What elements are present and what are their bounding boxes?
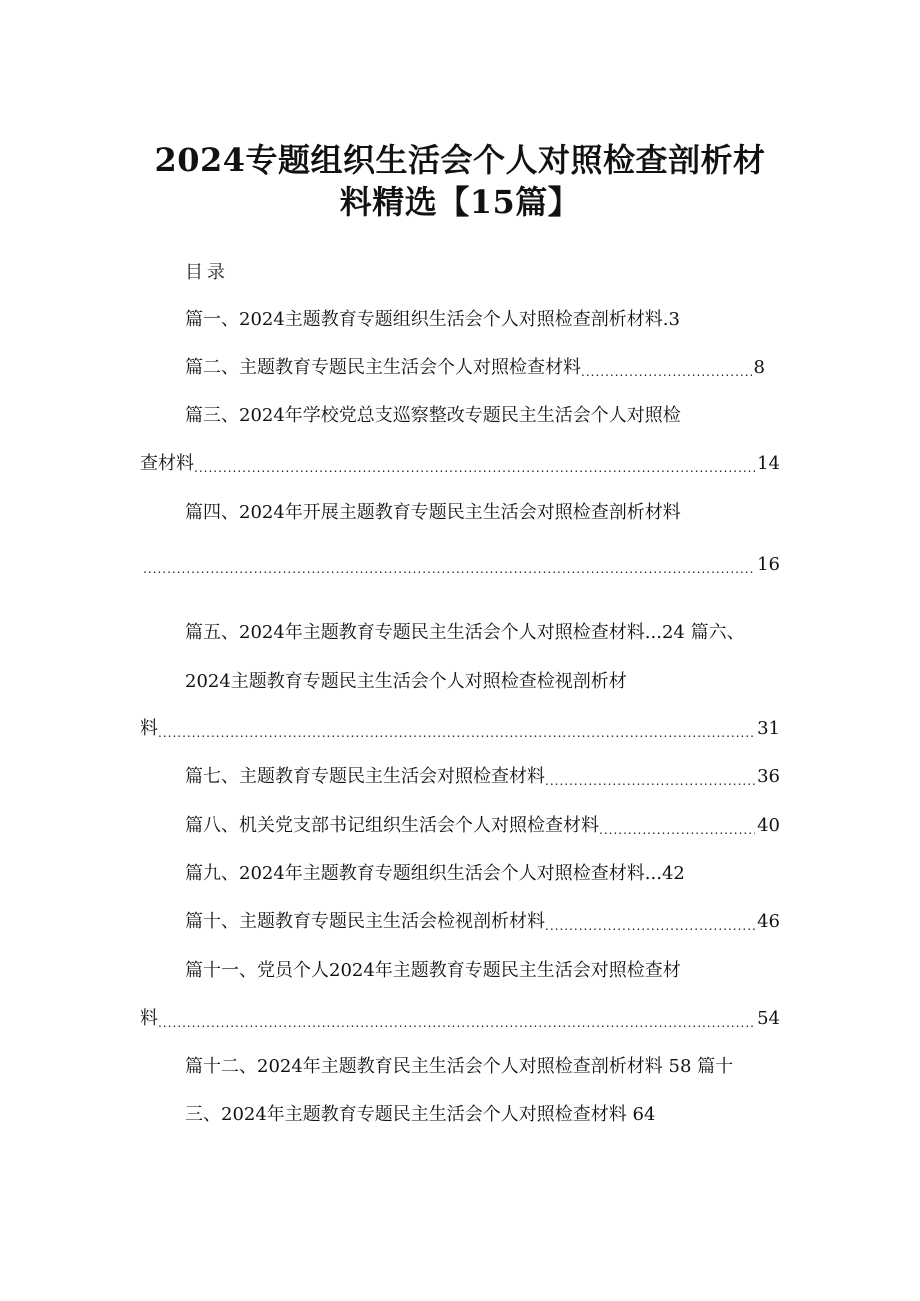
toc-entry-11[interactable]: 篇十一、党员个人2024年主题教育专题民主生活会对照检查材: [185, 960, 681, 981]
toc-leader-dots: [143, 552, 755, 578]
toc-entry-10-page: 46: [757, 911, 780, 932]
toc-entry-2-label: 篇二、主题教育专题民主生活会个人对照检查材料: [185, 357, 581, 378]
toc-leader-dots: [599, 813, 755, 839]
toc-leader-dots: [158, 1006, 755, 1032]
toc-entry-10-label: 篇十、主题教育专题民主生活会检视剖析材料: [185, 911, 545, 932]
toc-entry-3-continuation[interactable]: [140, 451, 780, 477]
toc-entry-8-page: 40: [757, 815, 780, 836]
toc-entry-1[interactable]: 篇一、2024主题教育专题组织生活会个人对照检查剖析材料.3: [185, 309, 680, 330]
toc-entry-8-label: 篇八、机关党支部书记组织生活会个人对照检查材料: [185, 815, 599, 836]
document-title-line1: 2024专题组织生活会个人对照检查剖析材: [154, 141, 766, 179]
toc-entry-4-continuation[interactable]: [143, 552, 780, 578]
toc-entry-7-label: 篇七、主题教育专题民主生活会对照检查材料: [185, 766, 545, 787]
toc-entry-10[interactable]: [185, 909, 780, 935]
toc-entry-11-page: 54: [757, 1008, 780, 1029]
toc-entry-6-continuation[interactable]: [140, 716, 780, 742]
toc-entry-4[interactable]: 篇四、2024年开展主题教育专题民主生活会对照检查剖析材料: [185, 502, 681, 523]
toc-entry-9[interactable]: 篇九、2024年主题教育专题组织生活会个人对照检查材料...42: [185, 863, 685, 884]
toc-entry-6-page: 31: [757, 718, 780, 739]
toc-leader-dots: [194, 451, 755, 477]
toc-entry-4-page: 16: [757, 554, 780, 575]
toc-entry-12[interactable]: 篇十二、2024年主题教育民主生活会个人对照检查剖析材料 58 篇十: [185, 1056, 734, 1077]
toc-entry-11-cont: 料: [140, 1008, 158, 1029]
toc-entry-7[interactable]: [185, 764, 780, 790]
toc-entry-8[interactable]: [185, 813, 780, 839]
toc-leader-dots: [545, 909, 755, 935]
toc-entry-3[interactable]: 篇三、2024年学校党总支巡察整改专题民主生活会个人对照检: [185, 405, 681, 426]
toc-heading: 目录: [185, 262, 229, 283]
toc-leader-dots: [545, 764, 755, 790]
toc-entry-2-page: 8: [753, 357, 765, 378]
toc-entry-6[interactable]: 2024主题教育专题民主生活会个人对照检查检视剖析材: [185, 671, 627, 692]
toc-entry-2[interactable]: [185, 355, 765, 381]
document-title-line2: 料精选【15篇】: [339, 183, 581, 221]
toc-leader-dots: [158, 716, 755, 742]
toc-entry-6-cont: 料: [140, 718, 158, 739]
toc-entry-13[interactable]: 三、2024年主题教育专题民主生活会个人对照检查材料 64: [185, 1104, 656, 1125]
toc-leader-dots: [581, 355, 752, 381]
toc-entry-3-page: 14: [757, 453, 780, 474]
toc-entry-11-continuation[interactable]: [140, 1006, 780, 1032]
toc-entry-7-page: 36: [757, 766, 780, 787]
toc-entry-5[interactable]: 篇五、2024年主题教育专题民主生活会个人对照检查材料...24 篇六、: [185, 622, 745, 643]
toc-entry-3-cont: 查材料: [140, 453, 194, 474]
